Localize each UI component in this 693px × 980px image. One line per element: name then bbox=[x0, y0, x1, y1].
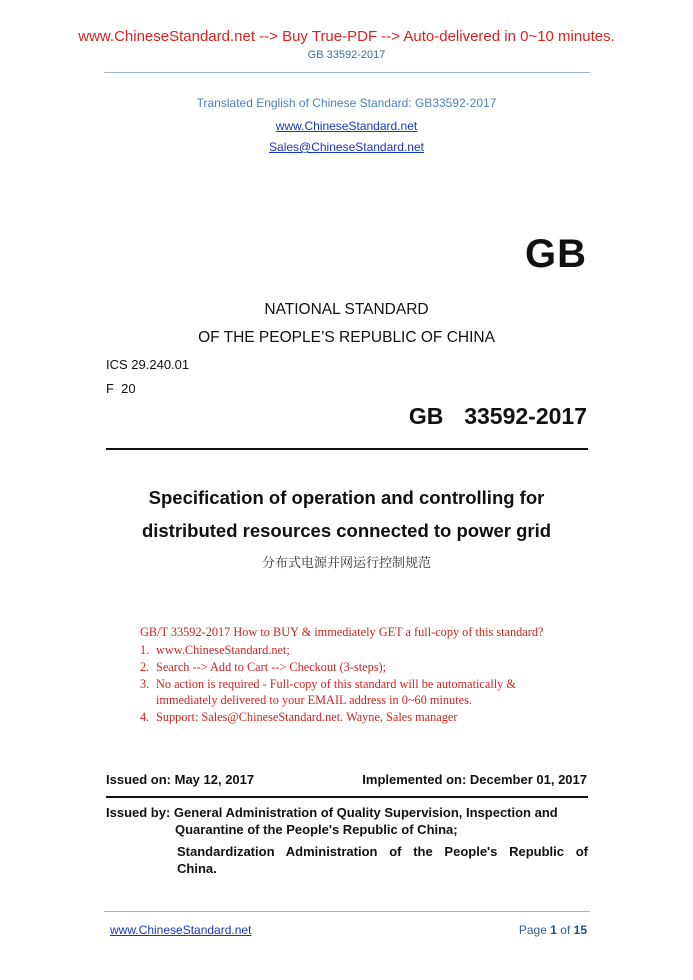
page-of: of bbox=[560, 923, 571, 937]
page-total: 15 bbox=[573, 923, 587, 937]
title-line1: Specification of operation and controlling for bbox=[148, 487, 545, 508]
step-text: No action is required - Full-copy of this standard will be automatically & immediately delivered to your EMAIL address in 0~60 minutes. bbox=[156, 676, 516, 708]
ccs-code: F 20 bbox=[106, 381, 136, 396]
purchase-step bbox=[140, 642, 610, 659]
standard-code: GB 33592-2017 bbox=[408, 403, 587, 429]
purchase-step bbox=[140, 709, 610, 726]
step-number: 3. bbox=[140, 676, 150, 691]
ics-code: ICS 29.240.01 bbox=[106, 357, 190, 372]
implemented-date: Implemented on: December 01, 2017 bbox=[362, 772, 587, 787]
step-number: 2. bbox=[140, 659, 150, 674]
step-number: 1. bbox=[140, 643, 150, 657]
code-divider bbox=[106, 448, 588, 450]
issuer-second-line2: China. bbox=[177, 861, 217, 876]
page-label: Page bbox=[518, 923, 547, 937]
national-standard-line1: NATIONAL STANDARD bbox=[264, 301, 429, 318]
translation-email-row bbox=[0, 140, 693, 154]
gb-logo: GB bbox=[525, 232, 587, 276]
purchase-step bbox=[140, 676, 610, 710]
national-standard-line2: OF THE PEOPLE’S REPUBLIC OF CHINA bbox=[198, 329, 495, 346]
step-text[interactable]: www.ChineseStandard.net; bbox=[156, 643, 290, 657]
issuer-first bbox=[106, 804, 588, 838]
title-line2: distributed resources connected to power grid bbox=[141, 520, 552, 541]
translation-website-row bbox=[0, 119, 693, 133]
email-link[interactable]: Sales@ChineseStandard.net bbox=[269, 140, 424, 154]
step-text: Search --> Add to Cart --> Checkout (3-steps); bbox=[156, 659, 387, 674]
dates-divider bbox=[106, 796, 588, 798]
purchase-step bbox=[140, 659, 610, 676]
issued-by-label: Issued by: bbox=[106, 805, 171, 820]
footer-divider bbox=[104, 911, 590, 912]
footer-website-row bbox=[110, 923, 251, 937]
step-number: 4. bbox=[140, 710, 150, 725]
buy-banner[interactable]: www.ChineseStandard.net --> Buy True-PDF --> Auto-delivered in 0~10 minutes. bbox=[78, 28, 615, 45]
footer-website-link[interactable]: www.ChineseStandard.net bbox=[110, 923, 252, 937]
purchase-steps bbox=[140, 642, 610, 726]
issued-date: Issued on: May 12, 2017 bbox=[106, 772, 255, 787]
title-chinese: 分布式电源并网运行控制规范 bbox=[261, 556, 431, 571]
issuer-second-line1: Standardization Administration of the People's Republic of bbox=[177, 844, 588, 859]
step-text: Support: Sales@ChineseStandard.net. Wayne, Sales manager bbox=[156, 710, 458, 725]
issuer-first-line2: Quarantine of the People's Republic of China; bbox=[175, 822, 458, 837]
page-current: 1 bbox=[550, 923, 557, 937]
issuer-first-line1: General Administration of Quality Supervision, Inspection and bbox=[173, 805, 558, 820]
header-doc-number: GB 33592-2017 bbox=[307, 49, 386, 61]
translation-note: Translated English of Chinese Standard: GB33592-2017 bbox=[196, 96, 497, 110]
website-link[interactable]: www.ChineseStandard.net bbox=[275, 119, 418, 133]
purchase-heading: GB/T 33592-2017 How to BUY & immediately GET a full-copy of this standard? bbox=[140, 625, 544, 639]
page-indicator bbox=[519, 923, 587, 937]
header-divider bbox=[104, 72, 590, 73]
